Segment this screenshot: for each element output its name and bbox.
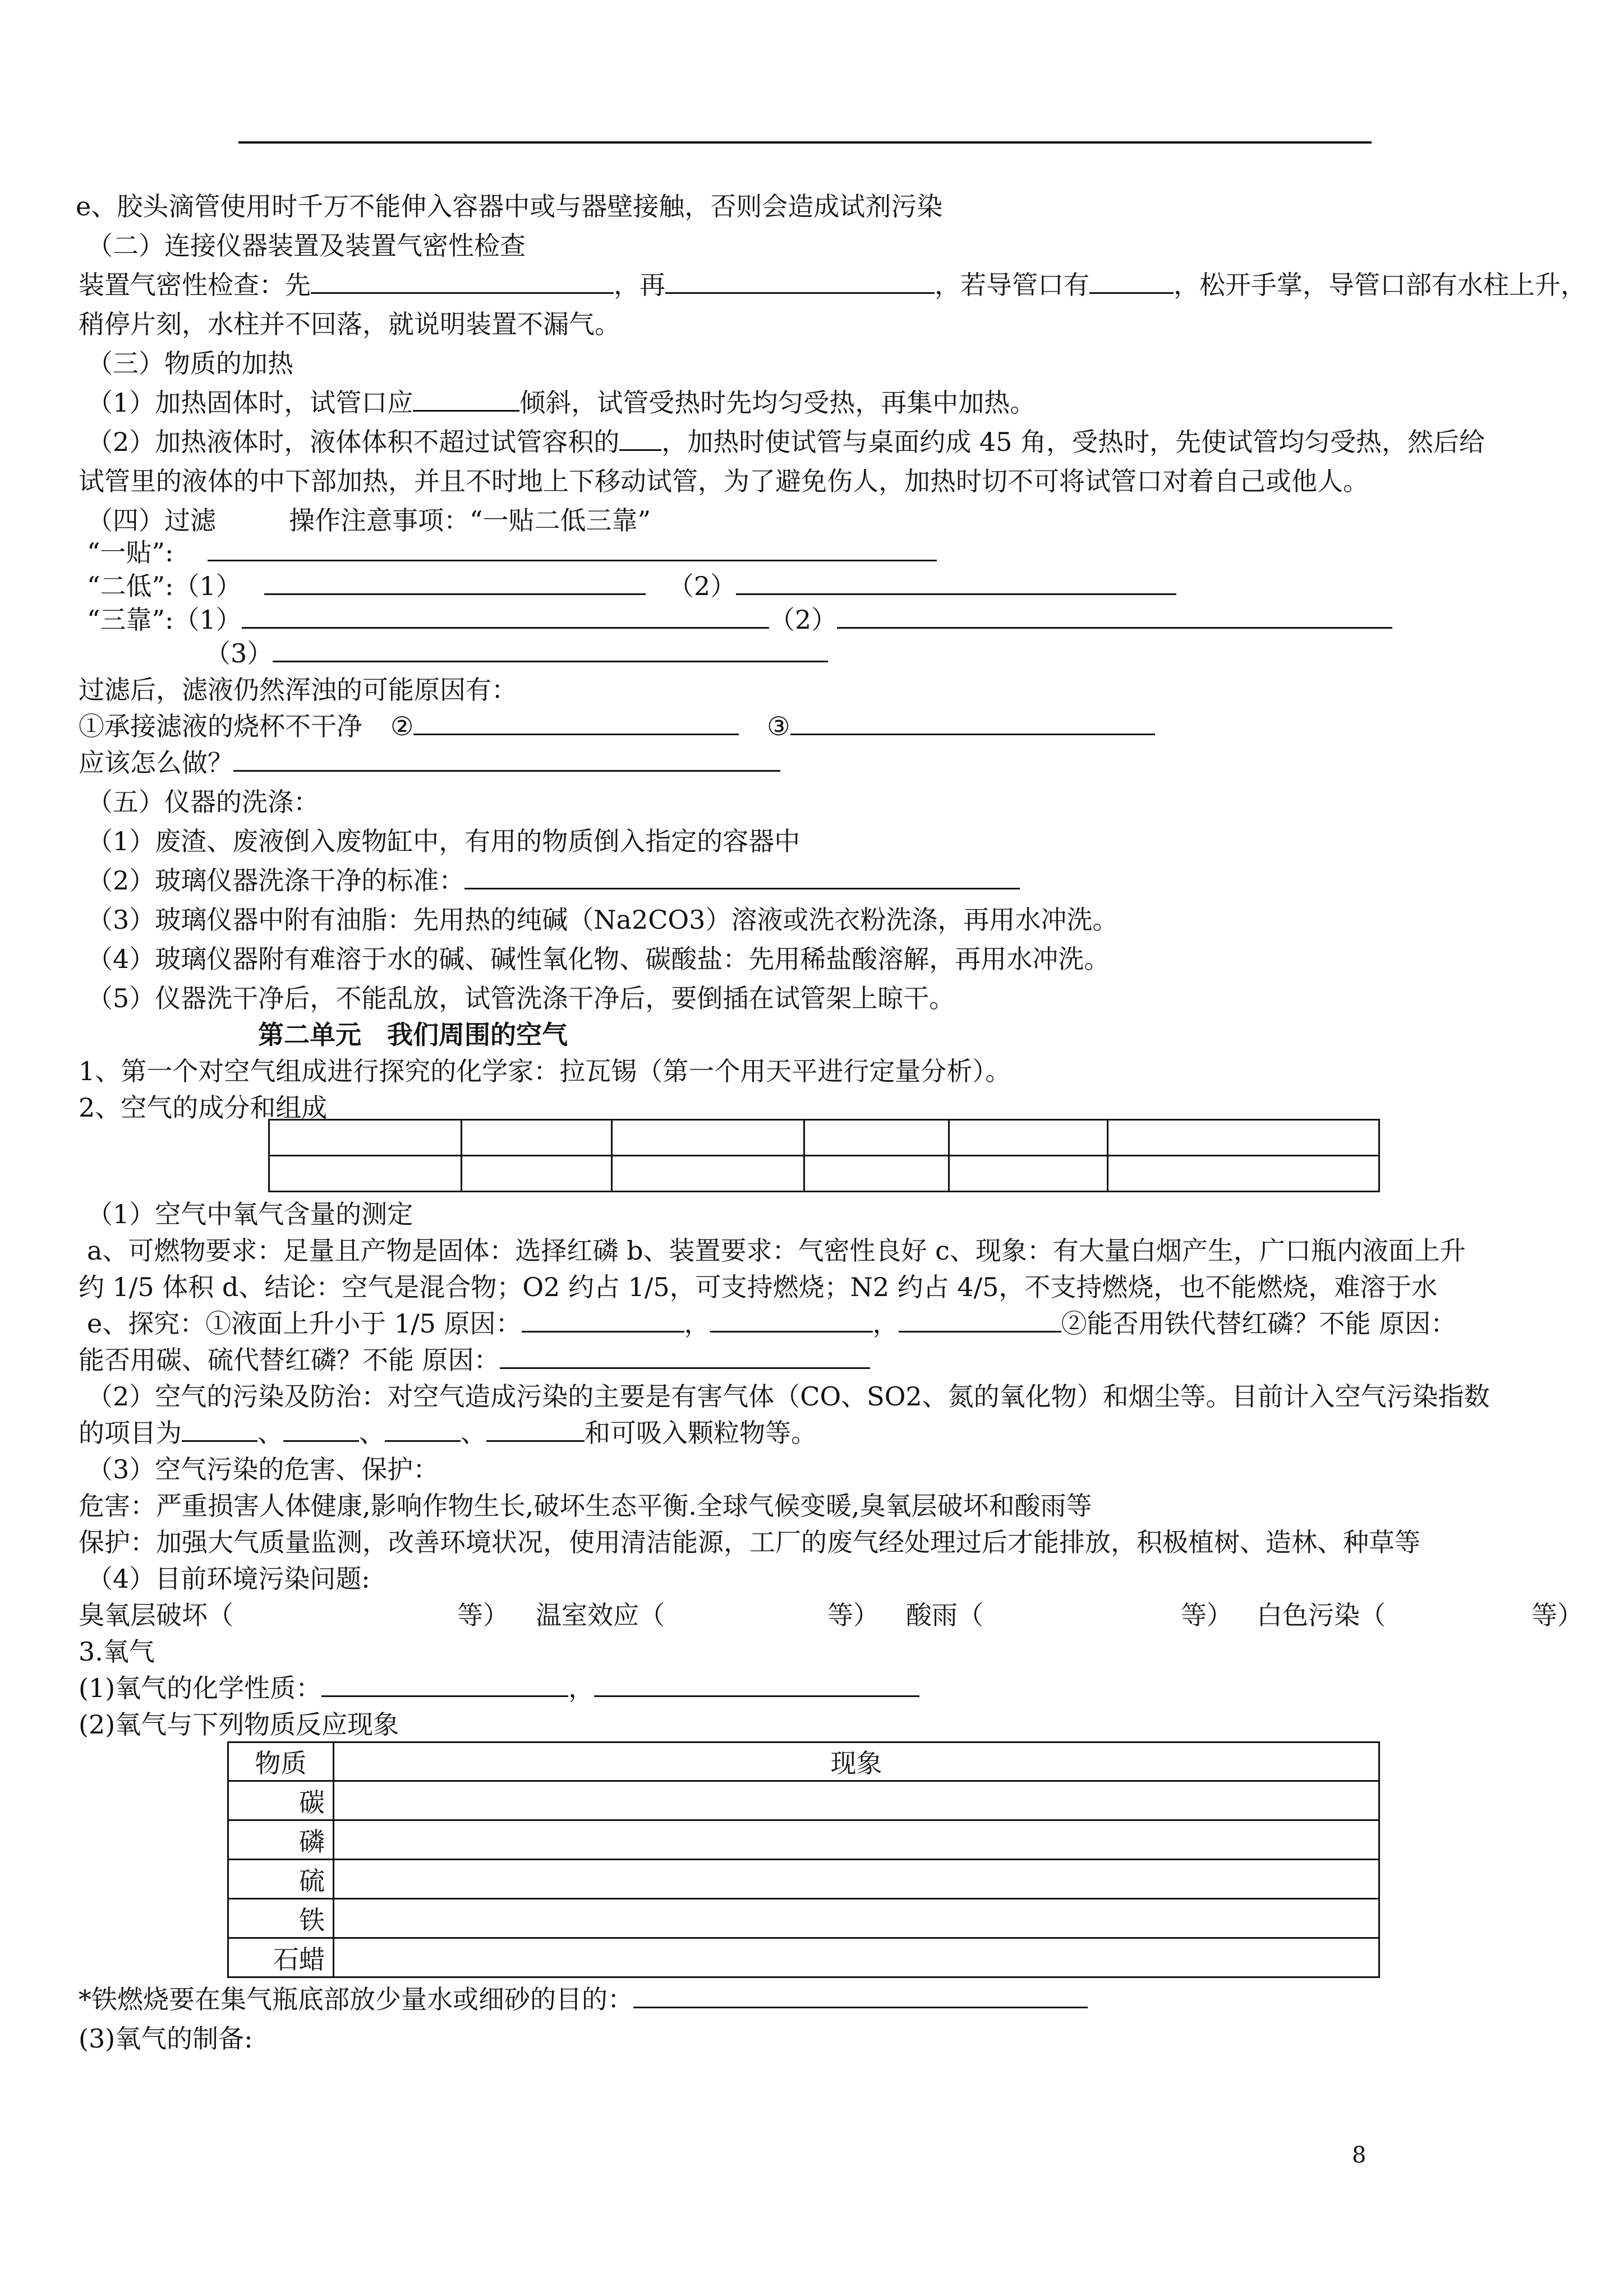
pollution-line: （2）空气的污染及防治：对空气造成污染的主要是有害气体（CO、SO2、氮的氧化物）和烟尘等。目前计入空气污染指数 [87,1381,1490,1412]
blank[interactable] [233,746,780,772]
substance-cell: 硫 [228,1860,334,1899]
air-line-2: 2、空气的成分和组成 [79,1092,328,1123]
table-cell[interactable] [949,1156,1108,1192]
blank[interactable] [790,710,1155,735]
oxygen-a-cont: 约 1/5 体积 d、结论：空气是混合物；O2 约占 1/5，可支持燃烧；N2 约占 4/5，不支持燃烧，也不能燃烧，难溶于水 [79,1272,1438,1302]
oxygen-a-line: a、可燃物要求：足量且产物是固体：选择红磷 b、装置要求：气密性良好 c、现象：有大量白烟产生，广口瓶内液面上升 [87,1235,1466,1266]
heat-line-2: （2）加热液体时，液体体积不超过试管容积的 ，加热时使试管与桌面约成 45 角，受热时，先使试管均匀受热，然后给 [87,427,1485,457]
blank[interactable] [413,386,519,412]
oxygen-react-title: (2)氧气与下列物质反应现象 [79,1709,399,1740]
harm-title: （3）空气污染的危害、保护： [87,1454,439,1484]
blank[interactable] [385,1417,461,1442]
phenomenon-cell[interactable] [334,1820,1379,1860]
table-row [228,1860,1379,1899]
blank[interactable] [208,536,937,561]
section-heading-5: （五）仪器的洗涤： [87,787,319,817]
env-acid-rain-end: 等） [1181,1600,1232,1630]
env-white-pollution: 白色污染（ [1257,1600,1386,1630]
blank[interactable] [1089,269,1174,294]
env-white-pollution-end: 等） [1531,1600,1583,1630]
sankao-line-3: （3） [205,637,828,670]
phenomenon-cell[interactable] [334,1899,1379,1938]
substance-cell: 石蜡 [228,1938,334,1977]
section-heading-2: （二）连接仪器装置及装置气密性检查 [87,230,526,261]
substance-cell: 碳 [228,1781,334,1820]
env-ozone: 臭氧层破坏（ [79,1600,233,1630]
oxygen-e-cont: 能否用碳、硫代替红磷？不能 原因： [79,1343,870,1377]
blank[interactable] [311,269,614,294]
sankao-line: “三靠”:（1） （2） [87,603,1392,637]
blank[interactable] [633,1983,1088,2008]
wash-line-5: （5）仪器洗干净后，不能乱放，试管洗涤干净后，要倒插在试管架上晾干。 [87,983,955,1013]
table-cell[interactable] [612,1156,804,1192]
table-cell[interactable] [804,1156,949,1192]
what-do-line: 应该怎么做？ [79,746,780,780]
blank[interactable] [273,637,828,662]
blank[interactable] [522,1307,684,1333]
blank[interactable] [500,1344,870,1369]
blank[interactable] [486,1417,585,1442]
blank[interactable] [619,426,661,451]
pollution-cont: 的项目为 、 、 、 和可吸入颗粒物等。 [79,1418,817,1448]
section-heading-4: （四）过滤 操作注意事项：“一贴二低三靠” [87,505,651,536]
phenomenon-cell[interactable] [334,1781,1379,1820]
env-title: （4）目前环境污染问题: [87,1564,370,1594]
table-header-phenomenon: 现象 [334,1742,1379,1781]
wash-line-3: （3）玻璃仪器中附有油脂：先用热的纯碱（Na2CO3）溶液或洗衣粉洗涤，再用水冲洗。 [87,905,1119,935]
unit-title: 第二单元 我们周围的空气 [258,1020,568,1050]
table-cell[interactable] [462,1120,612,1156]
table-cell[interactable] [269,1120,462,1156]
table-header-substance: 物质 [228,1742,334,1781]
blank[interactable] [264,570,646,595]
blank[interactable] [899,1307,1061,1333]
blank[interactable] [665,269,935,294]
oxygen-title: 3.氧气 [79,1636,155,1667]
table-cell[interactable] [949,1120,1108,1156]
wash-line-4: （4）玻璃仪器附有难溶于水的碱、碱性氧化物、碳酸盐：先用稀盐酸溶解，再用水冲洗。 [87,944,1110,974]
wash-line-2: （2）玻璃仪器洗涤干净的标准： [87,864,1020,897]
heat-line-2-cont: 试管里的液体的中下部加热，并且不时地上下移动试管，为了避免伤人，加热时切不可将试管口对着自己或他人。 [79,466,1369,496]
table-cell[interactable] [462,1156,612,1192]
airtight-cont: 稍停片刻，水柱并不回落，就说明装置不漏气。 [79,309,620,339]
heat-line-1: （1）加热固体时，试管口应 倾斜，试管受热时先均匀受热，再集中加热。 [87,388,1036,418]
env-acid-rain: 酸雨（ [906,1600,983,1630]
blank[interactable] [594,1672,919,1697]
page-number: 8 [1352,2142,1367,2168]
phenomenon-cell[interactable] [334,1860,1379,1899]
turbid-line: 过滤后，滤液仍然浑浊的可能原因有： [79,675,517,705]
blank[interactable] [736,570,1176,595]
phenomenon-cell[interactable] [334,1938,1379,1977]
harm-line: 危害：严重损害人体健康,影响作物生长,破坏生态平衡.全球气候变暖,臭氧层破坏和酸雨等 [79,1491,1092,1521]
iron-note: *铁燃烧要在集气瓶底部放少量水或细砂的目的： [79,1983,1088,2016]
blank[interactable] [464,864,1020,889]
table-row [228,1938,1379,1977]
table-cell[interactable] [269,1156,462,1192]
header-rule [238,141,1372,144]
substance-cell: 铁 [228,1899,334,1938]
oxygen-chem-line: (1)氧气的化学性质： ， [79,1671,919,1705]
env-greenhouse-end: 等） [827,1600,879,1630]
env-ozone-end: 等） [457,1600,509,1630]
env-greenhouse: 温室效应（ [536,1600,665,1630]
wash-line-1: （1）废渣、废液倒入废物缸中，有用的物质倒入指定的容器中 [87,826,801,856]
erdi-line: “二低”:（1） （2） [87,569,1176,603]
oxygen-prep-title: (3)氧气的制备: [79,2023,253,2054]
table-cell[interactable] [1108,1156,1379,1192]
airtight-line: 装置气密性检查：先 ，再 ，若导管口有 ，松开手掌，导管口部有水柱上升， [79,270,1586,300]
blank[interactable] [242,603,769,629]
blank[interactable] [321,1672,568,1697]
blank[interactable] [283,1417,359,1442]
table-row [228,1899,1379,1938]
substance-cell: 磷 [228,1820,334,1860]
blank[interactable] [182,1417,257,1442]
air-line-1: 1、第一个对空气组成进行探究的化学家：拉瓦锡（第一个用天平进行定量分析）。 [79,1056,1011,1086]
table-cell[interactable] [804,1120,949,1156]
blank[interactable] [837,603,1392,629]
protect-line: 保护：加强大气质量监测，改善环境状况，使用清洁能源，工厂的废气经处理过后才能排放，积极植树、造林、种草等 [79,1527,1420,1557]
reaction-table [227,1741,1380,1978]
text-line-e: e、胶头滴管使用时千万不能伸入容器中或与器壁接触，否则会造成试剂污染 [76,191,943,222]
blank[interactable] [413,710,739,735]
blank[interactable] [710,1307,873,1333]
oxygen-measure-title: （1）空气中氧气含量的测定 [87,1199,413,1229]
reasons-line: ①承接滤液的烧杯不干净 ② ③ [79,709,1155,743]
section-heading-3: （三）物质的加热 [87,348,293,379]
table-row [228,1781,1379,1820]
yitie-line: “一贴”: [87,536,937,569]
table-cell[interactable] [1108,1120,1379,1156]
air-composition-table [268,1119,1380,1192]
table-cell[interactable] [612,1120,804,1156]
oxygen-e-line: e、探究：①液面上升小于 1/5 原因： ， ， ②能否用铁代替红磷？不能 原因： [87,1308,1457,1339]
table-row [228,1820,1379,1860]
